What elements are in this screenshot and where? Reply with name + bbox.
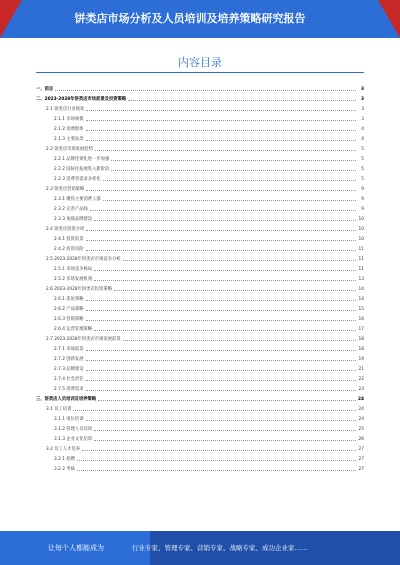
toc-entry-page: 9 [361, 207, 364, 212]
toc-entry[interactable] [36, 92, 364, 102]
toc-heading: 内容目录 [178, 56, 222, 69]
toc-entry[interactable] [36, 402, 364, 412]
toc-entry-page: 9 [361, 197, 364, 202]
toc-entry-page: 10 [358, 227, 364, 232]
toc-leader-dots [94, 280, 356, 281]
toc-entry[interactable] [36, 192, 364, 202]
toc-leader-dots [86, 140, 357, 141]
toc-leader-dots [73, 410, 356, 411]
toc-entry-page: 14 [358, 287, 364, 292]
toc-entry-label: 2.3.3 加强品牌建设 [54, 217, 93, 222]
footer-slogan: 行业专家、管理专家、营销专家、战略专家、成功企业家…… [132, 544, 308, 552]
toc-leader-dots [95, 150, 356, 151]
toc-entry[interactable] [36, 412, 364, 422]
toc-entry-label: 3.2.1 招聘 [54, 457, 75, 462]
toc-entry-page: 5 [361, 157, 364, 162]
toc-entry-page: 21 [358, 367, 364, 372]
toc-entry-label: 2.6 2023-2028年饼类店投资策略 [46, 287, 112, 292]
toc-entry-label: 2.2 饼类店市场发展趋势 [46, 147, 93, 152]
toc-entry-label: 3.1.1 岗位培训 [54, 417, 84, 422]
toc-entry[interactable] [36, 242, 364, 252]
table-of-contents [36, 82, 364, 472]
toc-entry-page: 23 [358, 387, 364, 392]
toc-entry-page: 18 [358, 347, 364, 352]
toc-entry-page: 3 [361, 97, 364, 102]
toc-leader-dots [82, 450, 356, 451]
toc-entry-page: 5 [361, 167, 364, 172]
toc-entry[interactable] [36, 152, 364, 162]
toc-entry[interactable] [36, 212, 364, 222]
toc-entry-label: 2.7.2 创新发展 [54, 357, 84, 362]
toc-entry[interactable] [36, 352, 364, 362]
toc-entry-page: 4 [361, 137, 364, 142]
toc-entry-label: 2.7.4 社会责任 [54, 377, 84, 382]
toc-entry-label: 2.1 饼类店行业现状 [46, 107, 85, 112]
page-footer [0, 531, 400, 565]
toc-entry[interactable] [36, 292, 364, 302]
toc-entry-page: 24 [358, 397, 364, 402]
toc-entry-page: 24 [358, 407, 364, 412]
toc-leader-dots [86, 370, 357, 371]
toc-entry[interactable] [36, 132, 364, 142]
toc-entry-label: 2.4.2 投资风险 [54, 247, 84, 252]
toc-entry-label: 2.7 2023-2028年饼类店市场发展前景 [46, 337, 121, 342]
toc-entry-page: 24 [358, 417, 364, 422]
toc-entry-page: 26 [358, 437, 364, 442]
toc-entry-page: 5 [361, 177, 364, 182]
toc-entry[interactable] [36, 102, 364, 112]
toc-entry-page: 9 [361, 187, 364, 192]
toc-entry-label: 2.3 饼类店营销策略 [46, 187, 85, 192]
footer-badge-text: 让每个人都能成为 [48, 544, 104, 552]
toc-leader-dots [86, 240, 357, 241]
toc-entry[interactable] [36, 432, 364, 442]
toc-entry-label: 2.7.1 市场前景 [54, 347, 84, 352]
toc-entry[interactable] [36, 392, 364, 402]
toc-leader-dots [94, 430, 356, 431]
toc-entry-label: 2.5.1 市场竞争格局 [54, 267, 93, 272]
toc-entry[interactable] [36, 362, 364, 372]
toc-leader-dots [128, 100, 356, 101]
toc-entry-page: 14 [358, 297, 364, 302]
toc-entry-page: 27 [358, 447, 364, 452]
toc-leader-dots [86, 110, 356, 111]
toc-entry-label: 3.1.2 管理人员培训 [54, 427, 93, 432]
toc-entry-page: 13 [358, 277, 364, 282]
toc-entry-label: 2.7.3 品牌建设 [54, 367, 84, 372]
toc-entry-page: 18 [358, 337, 364, 342]
toc-entry-label: 三、饼类店人员培训及培养策略 [36, 397, 97, 402]
toc-entry-label: 3.1.3 企业文化培训 [54, 437, 93, 442]
toc-entry[interactable] [36, 272, 364, 282]
toc-entry[interactable] [36, 282, 364, 292]
toc-entry-page: 5 [361, 147, 364, 152]
toc-leader-dots [77, 470, 356, 471]
toc-entry[interactable] [36, 332, 364, 342]
toc-leader-dots [86, 350, 357, 351]
toc-entry-page: 11 [358, 257, 364, 262]
toc-entry[interactable] [36, 322, 364, 332]
toc-leader-dots [86, 380, 357, 381]
toc-entry[interactable] [36, 202, 364, 212]
toc-leader-dots [103, 180, 356, 181]
toc-entry[interactable] [36, 442, 364, 452]
toc-entry-label: 2.1.3 主要品类 [54, 137, 84, 142]
toc-entry-label: 3.2.2 考核 [54, 467, 75, 472]
toc-entry-page: 22 [358, 377, 364, 382]
toc-entry-page: 11 [358, 267, 364, 272]
toc-leader-dots [77, 460, 356, 461]
toc-leader-dots [98, 400, 356, 401]
toc-leader-dots [55, 90, 356, 91]
toc-entry[interactable] [36, 382, 364, 392]
toc-entry-label: 2.6.2 产品策略 [54, 307, 84, 312]
toc-entry-page: 15 [358, 307, 364, 312]
toc-entry[interactable] [36, 422, 364, 432]
toc-leader-dots [86, 250, 357, 251]
toc-leader-dots [86, 120, 357, 121]
toc-entry-label: 2.1.1 市场规模 [54, 117, 84, 122]
toc-leader-dots [103, 200, 356, 201]
toc-entry[interactable] [36, 182, 364, 192]
toc-entry[interactable] [36, 462, 364, 472]
toc-entry[interactable] [36, 262, 364, 272]
toc-entry-label: 2.6.1 选址策略 [54, 297, 84, 302]
toc-entry[interactable] [36, 172, 364, 182]
toc-leader-dots [86, 130, 357, 131]
toc-leader-dots [86, 310, 357, 311]
toc-entry-label: 2.5.2 市场发展机遇 [54, 277, 93, 282]
toc-entry-page: 3 [361, 117, 364, 122]
toc-leader-dots [86, 420, 357, 421]
toc-entry[interactable] [36, 302, 364, 312]
toc-leader-dots [123, 260, 356, 261]
toc-entry[interactable] [36, 232, 364, 242]
toc-entry-page: 3 [361, 87, 364, 92]
toc-entry[interactable] [36, 342, 364, 352]
toc-entry-label: 2.6.3 营销策略 [54, 317, 84, 322]
toc-leader-dots [86, 360, 357, 361]
toc-entry-label: 3.1 员工培训 [46, 407, 72, 412]
toc-entry[interactable] [36, 112, 364, 122]
toc-entry-page: 17 [358, 327, 364, 332]
toc-entry-label: 2.3.2 完善产品线 [54, 207, 88, 212]
toc-entry-label: 2.6.4 运营管理策略 [54, 327, 93, 332]
toc-leader-dots [86, 390, 357, 391]
toc-leader-dots [94, 440, 356, 441]
toc-entry-label: 2.4 饼类店投资分析 [46, 227, 85, 232]
toc-leader-dots [86, 230, 356, 231]
toc-entry[interactable] [36, 142, 364, 152]
toc-entry[interactable] [36, 252, 364, 262]
toc-entry[interactable] [36, 162, 364, 172]
toc-entry-page: 11 [358, 247, 364, 252]
toc-entry-label: 2.2.3 消费者需求多样化 [54, 177, 101, 182]
toc-entry-page: 25 [358, 427, 364, 432]
toc-entry-page: 3 [361, 107, 364, 112]
toc-entry-page: 10 [358, 217, 364, 222]
toc-leader-dots [86, 320, 357, 321]
header-corner-right [378, 0, 400, 38]
toc-leader-dots [94, 330, 356, 331]
toc-entry-page: 10 [358, 237, 364, 242]
toc-entry-page: 19 [358, 357, 364, 362]
toc-entry-page: 16 [358, 317, 364, 322]
toc-entry-page: 4 [361, 127, 364, 132]
toc-entry[interactable] [36, 452, 364, 462]
toc-entry-label: 2.2.2 国际化拓展进入新阶段 [54, 167, 110, 172]
toc-divider [36, 72, 364, 73]
toc-entry-label: 二、2023-2028年饼类店市场前景及投资策略 [36, 97, 127, 102]
toc-entry-label: 2.7.5 消费需求 [54, 387, 84, 392]
toc-entry-page: 27 [358, 467, 364, 472]
toc-entry-label: 3.2 员工人才培养 [46, 447, 80, 452]
toc-entry-label: 一、前言 [36, 87, 54, 92]
toc-leader-dots [86, 190, 356, 191]
toc-entry[interactable] [36, 122, 364, 132]
toc-leader-dots [114, 290, 356, 291]
report-header [0, 0, 400, 38]
toc-leader-dots [94, 220, 356, 221]
toc-entry[interactable] [36, 82, 364, 92]
toc-entry-label: 2.5 2023-2028年饼类店市场竞争分析 [46, 257, 121, 262]
toc-entry-label: 2.3.1 聚焦主要消费人群 [54, 197, 101, 202]
toc-leader-dots [111, 170, 356, 171]
toc-entry-page: 27 [358, 457, 364, 462]
toc-leader-dots [90, 210, 356, 211]
toc-leader-dots [123, 340, 356, 341]
toc-leader-dots [86, 300, 357, 301]
toc-leader-dots [94, 270, 356, 271]
toc-leader-dots [111, 160, 356, 161]
toc-entry[interactable] [36, 222, 364, 232]
toc-entry-label: 2.1.2 消费群体 [54, 127, 84, 132]
report-title: 饼类店市场分析及人员培训及培养策略研究报告 [74, 12, 306, 25]
toc-entry-label: 2.4.1 投资前景 [54, 237, 84, 242]
toc-entry[interactable] [36, 312, 364, 322]
toc-entry-label: 2.2.1 品牌连锁化进一步加强 [54, 157, 110, 162]
toc-entry[interactable] [36, 372, 364, 382]
